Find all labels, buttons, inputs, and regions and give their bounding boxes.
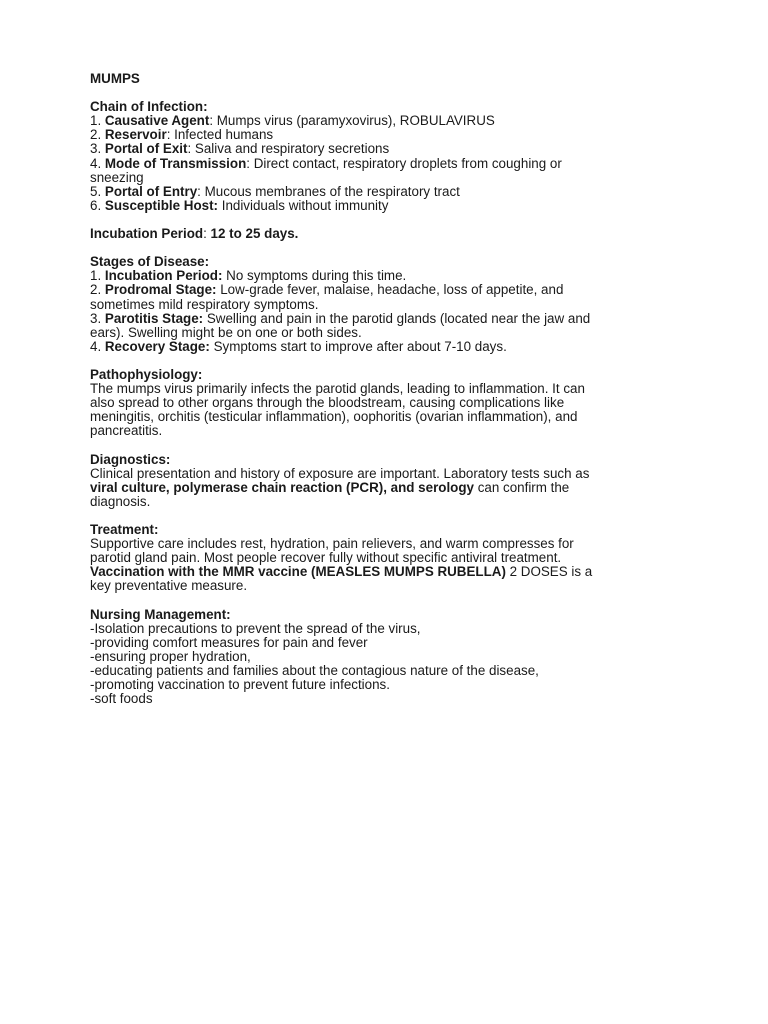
document-page bbox=[90, 72, 690, 706]
paragraph-line: meningitis, orchitis (testicular inflammation), oophoritis (ovarian inflammation), and bbox=[90, 409, 578, 425]
chain-item-continuation: sneezing bbox=[90, 169, 144, 185]
stage-item-continuation: sometimes mild respiratory symptoms. bbox=[90, 296, 319, 312]
paragraph-line: Supportive care includes rest, hydration, pain relievers, and warm compresses for bbox=[90, 536, 574, 552]
nursing-item: -educating patients and families about the contagious nature of the disease, bbox=[90, 662, 539, 678]
chain-item: 1. Causative Agent: Mumps virus (paramyxovirus), ROBULAVIRUS bbox=[90, 113, 495, 129]
spacer bbox=[90, 509, 690, 523]
stage-item: 4. Recovery Stage: Symptoms start to improve after about 7-10 days. bbox=[90, 338, 507, 354]
chain-item: 6. Susceptible Host: Individuals without immunity bbox=[90, 197, 389, 213]
spacer bbox=[90, 354, 690, 368]
nursing-heading: Nursing Management: bbox=[90, 606, 231, 622]
chain-item: 4. Mode of Transmission: Direct contact, respiratory droplets from coughing or bbox=[90, 155, 562, 171]
chain-heading: Chain of Infection: bbox=[90, 99, 208, 115]
stage-item-continuation: ears). Swelling might be on one or both sides. bbox=[90, 324, 362, 340]
paragraph-line: Vaccination with the MMR vaccine (MEASLES MUMPS RUBELLA) 2 DOSES is a bbox=[90, 564, 593, 580]
nursing-item: -promoting vaccination to prevent future infections. bbox=[90, 677, 390, 693]
pathophysiology-heading: Pathophysiology: bbox=[90, 366, 203, 382]
paragraph-line: also spread to other organs through the bloodstream, causing complications like bbox=[90, 395, 565, 411]
paragraph-line: parotid gland pain. Most people recover fully without specific antiviral treatment. bbox=[90, 550, 562, 566]
stages-heading: Stages of Disease: bbox=[90, 254, 210, 270]
spacer bbox=[90, 213, 690, 227]
nursing-item: -Isolation precautions to prevent the spread of the virus, bbox=[90, 620, 421, 636]
chain-item: 2. Reservoir: Infected humans bbox=[90, 127, 274, 143]
spacer bbox=[90, 86, 690, 100]
stage-item: 2. Prodromal Stage: Low-grade fever, malaise, headache, loss of appetite, and bbox=[90, 282, 564, 298]
spacer bbox=[90, 438, 690, 452]
spacer bbox=[90, 241, 690, 255]
paragraph-line: viral culture, polymerase chain reaction (PCR), and serology can confirm the bbox=[90, 479, 570, 495]
chain-item: 5. Portal of Entry: Mucous membranes of the respiratory tract bbox=[90, 183, 460, 199]
paragraph-line: Clinical presentation and history of exposure are important. Laboratory tests such as bbox=[90, 465, 590, 481]
paragraph-line: diagnosis. bbox=[90, 493, 151, 509]
spacer bbox=[90, 593, 690, 607]
nursing-item: -ensuring proper hydration, bbox=[90, 648, 251, 664]
diagnostics-heading: Diagnostics: bbox=[90, 451, 171, 467]
stage-item: 1. Incubation Period: No symptoms during this time. bbox=[90, 268, 407, 284]
incubation-period: Incubation Period: 12 to 25 days. bbox=[90, 226, 299, 242]
nursing-item: -providing comfort measures for pain and fever bbox=[90, 634, 368, 650]
paragraph-line: The mumps virus primarily infects the parotid glands, leading to inflammation. It can bbox=[90, 381, 585, 397]
paragraph-line: key preventative measure. bbox=[90, 578, 248, 594]
paragraph-line: pancreatitis. bbox=[90, 423, 163, 439]
stage-item: 3. Parotitis Stage: Swelling and pain in the parotid glands (located near the jaw and bbox=[90, 310, 591, 326]
document-title: MUMPS bbox=[90, 71, 140, 86]
chain-item: 3. Portal of Exit: Saliva and respiratory secretions bbox=[90, 141, 390, 157]
nursing-item: -soft foods bbox=[90, 691, 153, 707]
treatment-heading: Treatment: bbox=[90, 522, 159, 537]
